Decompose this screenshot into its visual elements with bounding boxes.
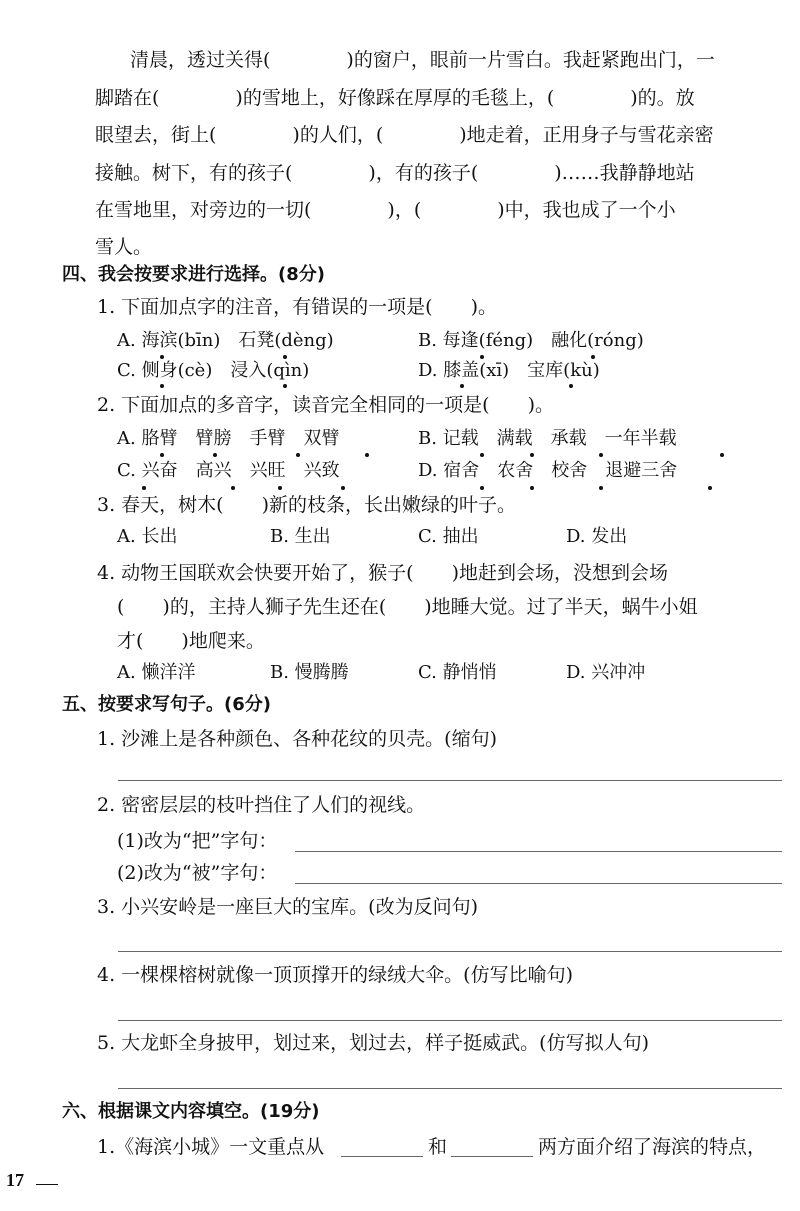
q5-2-sub-2-answer-line[interactable] xyxy=(295,883,782,884)
q4-4-stem-line-3: 才( )地爬来。 xyxy=(117,630,265,652)
q4-1-option-c: C. 侧身(cè) 浸入(qìn) xyxy=(117,360,310,381)
passage-line-2: 脚踏在( )的雪地上，好像踩在厚厚的毛毯上，( )的。放 xyxy=(95,87,695,109)
q5-2-sub-1-label: (1)改为“把”字句： xyxy=(117,830,278,852)
q6-1-part-b: 和 xyxy=(428,1136,448,1158)
emphasis-dot xyxy=(530,486,534,490)
q5-5-answer-line[interactable] xyxy=(118,1088,782,1089)
q5-4-answer-line[interactable] xyxy=(118,1020,782,1021)
q4-1-option-b: B. 每逢(féng) 融化(róng) xyxy=(418,330,644,351)
emphasis-dot xyxy=(599,486,603,490)
passage-line-6: 雪人。 xyxy=(95,236,153,258)
emphasis-dot xyxy=(460,384,464,388)
emphasis-dot xyxy=(599,453,603,457)
q4-2-stem: 2. 下面加点的多音字，读音完全相同的一项是( )。 xyxy=(97,394,554,416)
q4-4-option-b: B. 慢腾腾 xyxy=(270,662,349,683)
passage-line-3: 眼望去，街上( )的人们，( )地走着，正用身子与雪花亲密 xyxy=(95,124,714,146)
emphasis-dot xyxy=(480,355,484,359)
q4-1-stem: 1. 下面加点字的注音，有错误的一项是( )。 xyxy=(97,296,497,318)
q4-3-option-a: A. 长出 xyxy=(117,526,178,547)
q6-1-part-a: 1.《海滨小城》一文重点从 xyxy=(97,1136,325,1158)
page-number: 17 xyxy=(6,1170,24,1190)
emphasis-dot xyxy=(341,486,345,490)
emphasis-dot xyxy=(708,486,712,490)
emphasis-dot xyxy=(213,453,217,457)
emphasis-dot xyxy=(591,355,595,359)
page-number-dash xyxy=(36,1184,58,1185)
q4-4-option-d: D. 兴冲冲 xyxy=(566,662,646,683)
q4-1-option-d: D. 膝盖(xī) 宝库(kù) xyxy=(418,360,600,381)
q5-2-stem: 2. 密密层层的枝叶挡住了人们的视线。 xyxy=(97,794,426,816)
passage-line-1: 清晨，透过关得( )的窗户，眼前一片雪白。我赶紧跑出门，一 xyxy=(130,49,715,71)
q4-1-option-a: A. 海滨(bīn) 石凳(dèng) xyxy=(117,330,334,351)
emphasis-dot xyxy=(365,453,369,457)
section-4-title: 四、我会按要求进行选择。(8分) xyxy=(62,264,325,285)
q5-3-answer-line[interactable] xyxy=(118,951,782,952)
q4-2-option-b: B. 记载 满载 承载 一年半载 xyxy=(418,428,677,449)
q4-2-option-c: C. 兴奋 高兴 兴旺 兴致 xyxy=(117,460,340,481)
q4-2-option-a: A. 胳臂 臂膀 手臂 双臂 xyxy=(117,428,340,449)
q4-4-option-a: A. 懒洋洋 xyxy=(117,662,196,683)
emphasis-dot xyxy=(530,453,534,457)
q5-3-stem: 3. 小兴安岭是一座巨大的宝库。(改为反问句) xyxy=(97,896,478,918)
emphasis-dot xyxy=(231,486,235,490)
emphasis-dot xyxy=(142,486,146,490)
emphasis-dot xyxy=(296,453,300,457)
emphasis-dot xyxy=(283,355,287,359)
emphasis-dot xyxy=(160,453,164,457)
section-6-title: 六、根据课文内容填空。(19分) xyxy=(62,1101,320,1122)
q4-4-option-c: C. 静悄悄 xyxy=(418,662,497,683)
q5-2-sub-2-label: (2)改为“被”字句： xyxy=(117,862,278,884)
emphasis-dot xyxy=(569,384,573,388)
q4-3-option-b: B. 生出 xyxy=(270,526,331,547)
emphasis-dot xyxy=(278,486,282,490)
emphasis-dot xyxy=(720,453,724,457)
q4-2-option-d: D. 宿舍 农舍 校舍 退避三舍 xyxy=(418,460,678,481)
q5-1-answer-line[interactable] xyxy=(118,780,782,781)
q6-1-part-c: 两方面介绍了海滨的特点， xyxy=(538,1136,767,1158)
q6-1-blank-1[interactable] xyxy=(341,1156,423,1157)
q4-4-stem-line-1: 4. 动物王国联欢会快要开始了，猴子( )地赶到会场，没想到会场 xyxy=(97,562,668,584)
q4-3-option-d: D. 发出 xyxy=(566,526,628,547)
passage-line-4: 接触。树下，有的孩子( )，有的孩子( )……我静静地站 xyxy=(95,162,695,184)
q5-2-sub-1-answer-line[interactable] xyxy=(295,851,782,852)
q5-4-stem: 4. 一棵棵榕树就像一顶顶撑开的绿绒大伞。(仿写比喻句) xyxy=(97,964,573,986)
section-5-title: 五、按要求写句子。(6分) xyxy=(62,694,271,715)
passage-line-5: 在雪地里，对旁边的一切( )，( )中，我也成了一个小 xyxy=(95,199,676,221)
q6-1-blank-2[interactable] xyxy=(451,1156,533,1157)
emphasis-dot xyxy=(160,384,164,388)
emphasis-dot xyxy=(283,384,287,388)
q5-5-stem: 5. 大龙虾全身披甲，划过来，划过去，样子挺威武。(仿写拟人句) xyxy=(97,1032,649,1054)
q4-3-option-c: C. 抽出 xyxy=(418,526,479,547)
q4-3-stem: 3. 春天，树木( )新的枝条，长出嫩绿的叶子。 xyxy=(97,494,516,516)
q5-1-stem: 1. 沙滩上是各种颜色、各种花纹的贝壳。(缩句) xyxy=(97,728,497,750)
emphasis-dot xyxy=(480,486,484,490)
emphasis-dot xyxy=(160,355,164,359)
emphasis-dot xyxy=(480,453,484,457)
q4-4-stem-line-2: ( )的，主持人狮子先生还在( )地睡大觉。过了半天，蜗牛小姐 xyxy=(117,596,698,618)
